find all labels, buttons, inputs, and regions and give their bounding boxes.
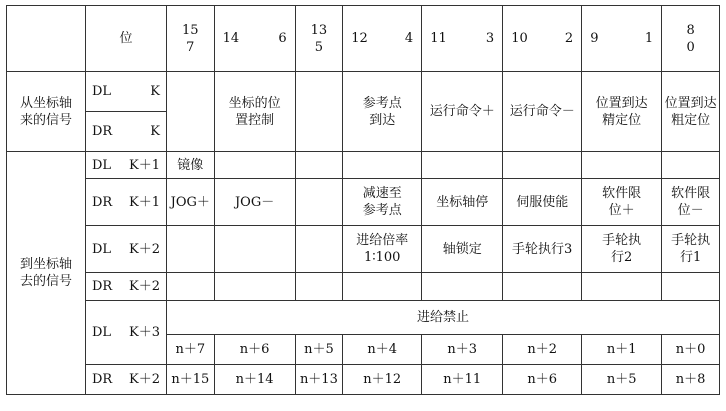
bit-index-cell: n＋6 <box>214 335 295 365</box>
from-bit-11-3: 运行命令＋ <box>422 72 503 152</box>
cell-feed-override: 进给倍率 1∶100 <box>343 226 422 273</box>
bit-index-cell: n＋0 <box>662 335 720 365</box>
to-axis-group-label: 到坐标轴 去的信号 <box>7 152 86 395</box>
empty-cell <box>343 152 422 179</box>
cell-mirror: 镜像 <box>167 152 215 179</box>
empty-cell <box>214 226 295 273</box>
bit-index-cell: n＋8 <box>662 365 720 395</box>
bit-index-cell: n＋3 <box>422 335 503 365</box>
empty-cell <box>295 179 343 226</box>
empty-cell <box>582 152 662 179</box>
addr-cell: DL K＋3 <box>85 301 166 365</box>
cell-decel-ref: 减速至 参考点 <box>343 179 422 226</box>
cell-soft-limit-minus: 软件限 位－ <box>662 179 720 226</box>
cell-handwheel-2: 手轮执 行2 <box>582 226 662 273</box>
corner-cell <box>7 6 86 72</box>
from-bit-13-5 <box>295 72 343 152</box>
cell-handwheel-3: 手轮执行3 <box>503 226 582 273</box>
addr-cell: DR K＋2 <box>85 273 166 301</box>
from-axis-row-dl <box>7 72 720 112</box>
bit-index-cell: n＋1 <box>582 335 662 365</box>
bit-header-13-5: 13 5 <box>295 6 343 72</box>
bit-header-12-4: 12 4 <box>343 6 422 72</box>
empty-cell <box>295 152 343 179</box>
empty-cell <box>295 226 343 273</box>
empty-cell <box>343 273 422 301</box>
bit-header-11-3: 11 3 <box>422 6 503 72</box>
from-bit-9-1: 位置到达 精定位 <box>582 72 662 152</box>
empty-cell <box>662 273 720 301</box>
from-bit-8-0: 位置到达 粗定位 <box>662 72 720 152</box>
to-axis-row-dr-k2 <box>7 273 720 301</box>
bit-index-cell: n＋12 <box>343 365 422 395</box>
empty-cell <box>295 273 343 301</box>
bit-header-label: 位 <box>85 6 166 72</box>
addr-cell: DR K <box>85 112 166 152</box>
to-axis-row-dl-k2 <box>7 226 720 273</box>
empty-cell <box>503 273 582 301</box>
bit-index-cell: n＋5 <box>582 365 662 395</box>
bit-index-cell: n＋7 <box>167 335 215 365</box>
empty-cell <box>167 226 215 273</box>
bit-index-cell: n＋13 <box>295 365 343 395</box>
empty-cell <box>167 273 215 301</box>
from-bit-12-4: 参考点 到达 <box>343 72 422 152</box>
bit-index-cell: n＋11 <box>422 365 503 395</box>
feed-disable-label: 进给禁止 <box>167 301 720 335</box>
cell-servo-enable: 伺服使能 <box>503 179 582 226</box>
header-row <box>7 6 720 72</box>
addr-cell: DL K＋1 <box>85 152 166 179</box>
empty-cell <box>662 152 720 179</box>
bit-header-15-7: 15 7 <box>167 6 215 72</box>
empty-cell <box>422 273 503 301</box>
to-axis-row-dr-k1 <box>7 179 720 226</box>
bit-header-8-0: 8 0 <box>662 6 720 72</box>
addr-cell: DR K＋2 <box>85 365 166 395</box>
addr-cell: DL K <box>85 72 166 112</box>
from-axis-group-label: 从坐标轴 来的信号 <box>7 72 86 152</box>
signal-table-container <box>6 5 720 395</box>
cell-handwheel-1: 手轮执 行1 <box>662 226 720 273</box>
cell-jog-minus: JOG－ <box>214 179 295 226</box>
signal-bit-table <box>6 5 720 395</box>
addr-cell: DL K＋2 <box>85 226 166 273</box>
empty-cell <box>582 273 662 301</box>
from-bit-14-6: 坐标的位 置控制 <box>214 72 295 152</box>
to-axis-row-dr-k2-bits <box>7 365 720 395</box>
bit-header-10-2: 10 2 <box>503 6 582 72</box>
from-bit-15-7 <box>167 72 215 152</box>
to-axis-row-dl-k1 <box>7 152 720 179</box>
to-axis-row-dl-k3-label <box>7 301 720 335</box>
from-bit-10-2: 运行命令－ <box>503 72 582 152</box>
bit-index-cell: n＋2 <box>503 335 582 365</box>
empty-cell <box>422 152 503 179</box>
bit-index-cell: n＋4 <box>343 335 422 365</box>
cell-axis-stop: 坐标轴停 <box>422 179 503 226</box>
bit-index-cell: n＋15 <box>167 365 215 395</box>
empty-cell <box>214 273 295 301</box>
addr-cell: DR K＋1 <box>85 179 166 226</box>
cell-soft-limit-plus: 软件限 位＋ <box>582 179 662 226</box>
bit-header-14-6: 14 6 <box>214 6 295 72</box>
bit-index-cell: n＋5 <box>295 335 343 365</box>
bit-header-9-1: 9 1 <box>582 6 662 72</box>
bit-index-cell: n＋14 <box>214 365 295 395</box>
empty-cell <box>214 152 295 179</box>
cell-jog-plus: JOG＋ <box>167 179 215 226</box>
cell-axis-lock: 轴锁定 <box>422 226 503 273</box>
empty-cell <box>503 152 582 179</box>
bit-index-cell: n＋6 <box>503 365 582 395</box>
